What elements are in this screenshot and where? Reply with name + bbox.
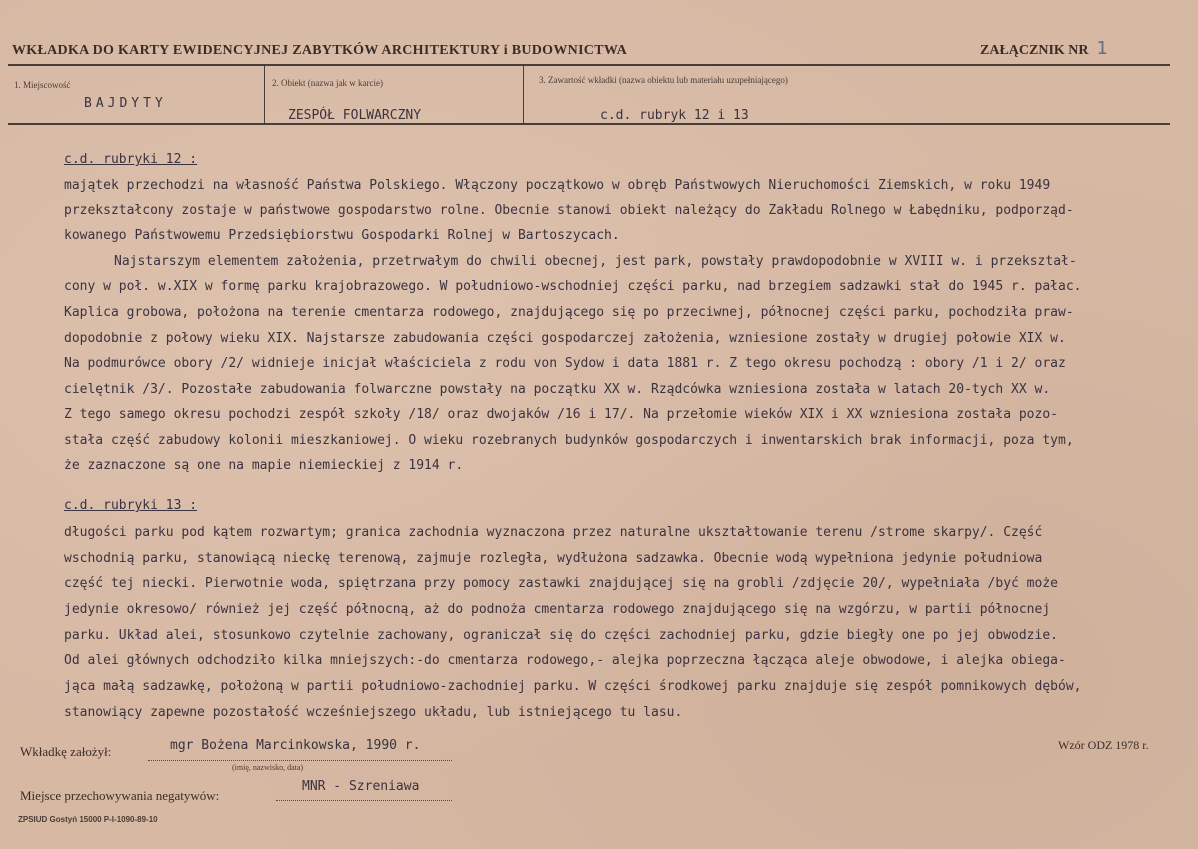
author-dotted-line: [148, 760, 452, 761]
section-12-line: że zaznaczone są one na mapie niemieckiej z 1914 r.: [64, 458, 464, 473]
section-13-heading: c.d. rubryki 13 :: [64, 498, 198, 513]
section-12-line: Z tego samego okresu pochodzi zespół szkoły /18/ oraz dwojaków /16 i 17/. Na przełomie wieków XIX i XX wzniesiona została pozo-: [64, 407, 1058, 422]
content-label: 3. Zawartość wkładki (nazwa obiektu lub materiału uzupełniającego): [539, 75, 788, 85]
author-label: Wkładkę założył:: [20, 744, 112, 759]
section-12-line: Kaplica grobowa, położona na terenie cmentarza rodowego, znajdującego się po przeciwnej, północnej części parku, pochodziła praw-: [64, 305, 1074, 320]
section-12-line: cony w poł. w.XIX w formę parku krajobrazowego. W południowo-wschodniej części parku, nad brzegiem sadzawki stał do 1945 r. pałac.: [64, 279, 1082, 294]
section-12-line: przekształcony zostaje w państwowe gospodarstwo rolne. Obecnie stanowi obiekt należący do Zakładu Rolnego w Łabędniku, podporząd-: [64, 203, 1074, 218]
section-13-line: długości parku pod kątem rozwartym; granica zachodnia wyznaczona przez naturalne ukształtowanie terenu /strome skarpy/. Część: [64, 525, 1043, 540]
place-label: 1. Miejscowość: [14, 80, 71, 90]
author-value: mgr Bożena Marcinkowska, 1990 r.: [170, 738, 421, 753]
section-12-line: kowanego Państwowemu Przedsiębiorstwu Gospodarki Rolnej w Bartoszycach.: [64, 228, 620, 243]
section-13-line: jąca małą sadzawkę, położoną w partii południowo-zachodniej parku. W części środkowej parku znajduje się zespół pomnikowych dębów,: [64, 679, 1082, 694]
header-bottom-rule: [8, 123, 1170, 125]
content-value: c.d. rubryk 12 i 13: [600, 108, 749, 123]
document-title: WKŁADKA DO KARTY EWIDENCYJNEJ ZABYTKÓW ARCHITEKTURY i BUDOWNICTWA: [12, 43, 628, 58]
author-hint: (imię, nazwisko, data): [232, 763, 304, 772]
header-top-rule: [8, 64, 1170, 66]
section-13-line: jedynie okresowo/ również jej część północną, aż do podnoża cmentarza rodowego znajdującego się na wzgórzu, w partii północnej: [64, 602, 1051, 617]
section-12-line: majątek przechodzi na własność Państwa Polskiego. Włączony początkowo w obręb Państwowych Nieruchomości Ziemskich, w roku 1949: [64, 178, 1051, 193]
place-value: BAJDYTY: [84, 96, 167, 111]
negatives-dotted-line: [276, 800, 452, 801]
section-12-line: Najstarszym elementem założenia, przetrwałym do chwili obecnej, jest park, powstały prawdopodobnie w XVIII w. i przekształ-: [114, 254, 1077, 269]
section-12-line: dopodobnie z połowy wieku XIX. Najstarsze zabudowania części gospodarczej założenia, wzniesione zostały w drugiej połowie XIX w.: [64, 331, 1066, 346]
negatives-value: MNR - Szreniawa: [302, 779, 420, 794]
section-12-line: stała część zabudowy kolonii mieszkaniowej. O wieku rozebranych budynków gospodarczych i inwentarskich brak informacji, poza tym,: [64, 433, 1074, 448]
section-13-line: część tej niecki. Pierwotnie woda, spiętrzana przy pomocy zastawki znajdującej się na grobli /zdjęcie 20/, wypełniała /być może: [64, 576, 1058, 591]
attachment-number-field: [980, 38, 1108, 59]
section-12-line: cielętnik /3/. Pozostałe zabudowania folwarczne powstały na początku XX w. Rządcówka wzniesiona została w latach 20-tych XX w.: [64, 382, 1051, 397]
object-value: ZESPÓŁ FOLWARCZNY: [288, 108, 422, 123]
section-13-line: Od alei głównych odchodziło kilka mniejszych:-do cmentarza rodowego,- alejka poprzeczna łącząca aleje obwodowe, i alejka obiega-: [64, 653, 1066, 668]
attachment-label: ZAŁĄCZNIK NR: [980, 43, 1089, 58]
attachment-number: 1: [1096, 38, 1108, 59]
field-divider-2: [523, 66, 524, 123]
section-12-line: Na podmurówce obory /2/ widnieje inicjał właściciela z rodu von Sydow i data 1881 r. Z tego okresu pochodzą : obory /1 i 2/ oraz: [64, 356, 1066, 371]
section-13-line: wschodnią parku, stanowiącą nieckę terenową, zajmuje rozległa, wydłużona sadzawka. Obecnie wodą wypełniona jedynie południowa: [64, 551, 1043, 566]
section-13-line: parku. Układ alei, stosunkowo czytelnie zachowany, ograniczał się do części zachodniej parku, gdzie biegły one po jej obwodzie.: [64, 628, 1058, 643]
section-13-line: stanowiący zapewne pozostałość wcześniejszego układu, lub istniejącego tu lasu.: [64, 705, 683, 720]
field-divider-1: [264, 66, 265, 123]
section-12-heading: c.d. rubryki 12 :: [64, 152, 198, 167]
form-model: Wzór ODZ 1978 r.: [1058, 738, 1149, 752]
negatives-label: Miejsce przechowywania negatywów:: [20, 788, 220, 803]
object-label: 2. Obiekt (nazwa jak w karcie): [272, 78, 383, 88]
printer-imprint: ZPSIUD Gostyń 15000 P-I-1090-89-10: [18, 815, 158, 824]
